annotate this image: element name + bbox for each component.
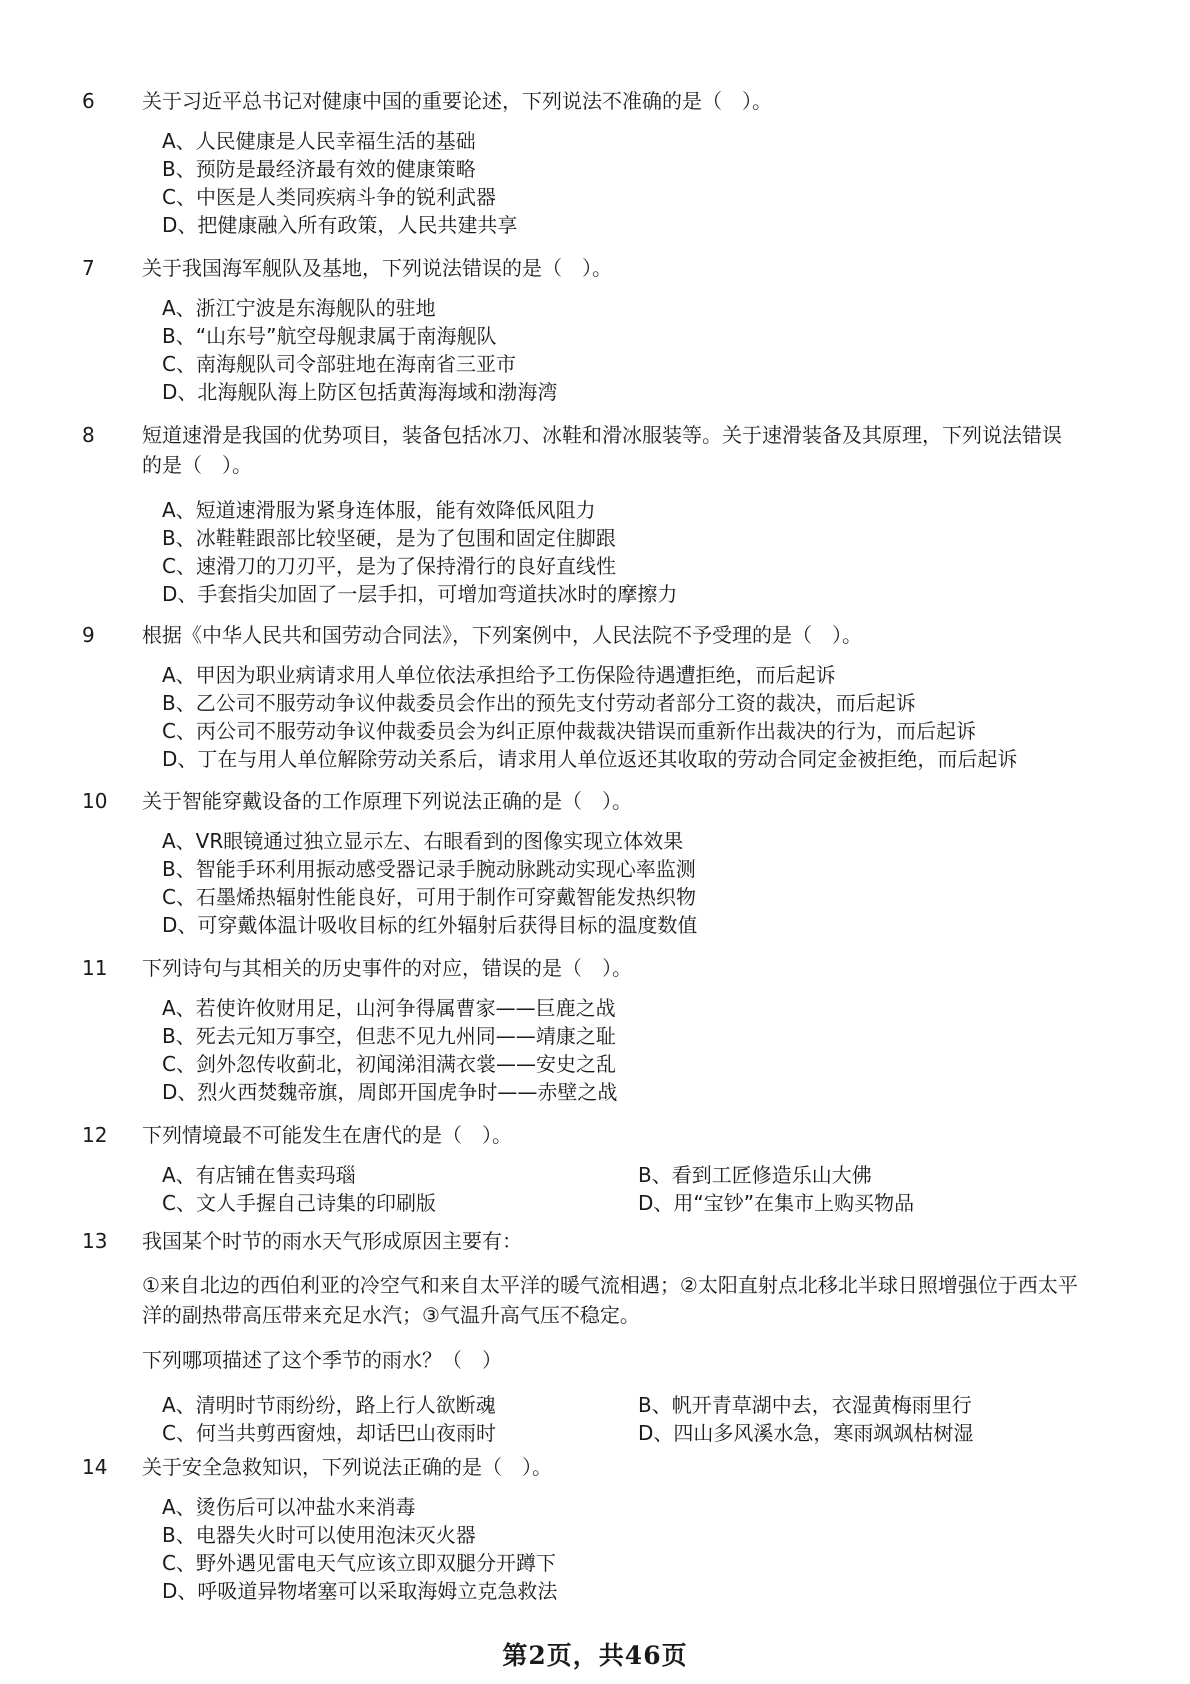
option-a: A、清明时节雨纷纷，路上行人欲断魂 <box>162 1393 496 1417</box>
question-number: 10 <box>82 789 108 813</box>
option-b: B、乙公司不服劳动争议仲裁委员会作出的预先支付劳动者部分工资的裁决，而后起诉 <box>162 691 916 715</box>
question-stem: 关于我国海军舰队及基地，下列说法错误的是（ ）。 <box>142 256 612 280</box>
option-c: C、剑外忽传收蓟北，初闻涕泪满衣裳——安史之乱 <box>162 1052 616 1076</box>
question-number: 6 <box>82 89 95 113</box>
option-c: C、石墨烯热辐射性能良好，可用于制作可穿戴智能发热织物 <box>162 885 696 909</box>
question-number: 9 <box>82 623 95 647</box>
question-stem: 我国某个时节的雨水天气形成原因主要有： <box>142 1229 522 1253</box>
question-stem: 关于智能穿戴设备的工作原理下列说法正确的是（ ）。 <box>142 789 632 813</box>
question-stem: 下列情境最不可能发生在唐代的是（ ）。 <box>142 1123 512 1147</box>
option-b: B、“山东号”航空母舰隶属于南海舰队 <box>162 324 497 348</box>
option-a: A、甲因为职业病请求用人单位依法承担给予工伤保险待遇遭拒绝，而后起诉 <box>162 663 836 687</box>
option-c: C、何当共剪西窗烛，却话巴山夜雨时 <box>162 1421 496 1445</box>
option-c: C、丙公司不服劳动争议仲裁委员会为纠正原仲裁裁决错误而重新作出裁决的行为，而后起诉 <box>162 719 976 743</box>
option-c: C、南海舰队司令部驻地在海南省三亚市 <box>162 352 516 376</box>
question-number: 11 <box>82 956 108 980</box>
option-a: A、浙江宁波是东海舰队的驻地 <box>162 296 436 320</box>
option-d: D、四山多风溪水急，寒雨飒飒枯树湿 <box>638 1421 974 1445</box>
question-stem: 关于安全急救知识，下列说法正确的是（ ）。 <box>142 1455 552 1479</box>
option-c: C、文人手握自己诗集的印刷版 <box>162 1191 436 1215</box>
question-stem: 下列诗句与其相关的历史事件的对应，错误的是（ ）。 <box>142 956 632 980</box>
option-a: A、人民健康是人民幸福生活的基础 <box>162 129 476 153</box>
option-c: C、野外遇见雷电天气应该立即双腿分开蹲下 <box>162 1551 556 1575</box>
option-b: B、冰鞋鞋跟部比较坚硬，是为了包围和固定住脚跟 <box>162 526 616 550</box>
question-number: 14 <box>82 1455 108 1479</box>
option-d: D、呼吸道异物堵塞可以采取海姆立克急救法 <box>162 1579 558 1603</box>
question-stem: 根据《中华人民共和国劳动合同法》，下列案例中，人民法院不予受理的是（ ）。 <box>142 623 862 647</box>
option-c: C、速滑刀的刀刃平，是为了保持滑行的良好直线性 <box>162 554 616 578</box>
option-d: D、用“宝钞”在集市上购买物品 <box>638 1191 915 1215</box>
option-c: C、中医是人类同疾病斗争的锐利武器 <box>162 185 496 209</box>
question-stem: 短道速滑是我国的优势项目，装备包括冰刀、冰鞋和滑冰服装等。关于速滑装备及其原理，下列说法错误的是（ ）。 <box>142 423 1062 477</box>
option-d: D、可穿戴体温计吸收目标的红外辐射后获得目标的温度数值 <box>162 913 698 937</box>
option-d: D、手套指尖加固了一层手扣，可增加弯道扶冰时的摩擦力 <box>162 582 678 606</box>
option-a: A、烫伤后可以冲盐水来消毒 <box>162 1495 416 1519</box>
option-a: A、VR眼镜通过独立显示左、右眼看到的图像实现立体效果 <box>162 829 684 853</box>
option-d: D、北海舰队海上防区包括黄海海域和渤海湾 <box>162 380 558 404</box>
question-number: 12 <box>82 1123 108 1147</box>
option-d: D、丁在与用人单位解除劳动关系后，请求用人单位返还其收取的劳动合同定金被拒绝，而后起诉 <box>162 747 1018 771</box>
option-b: B、帆开青草湖中去，衣湿黄梅雨里行 <box>638 1393 972 1417</box>
question-passage: ①来自北边的西伯利亚的冷空气和来自太平洋的暖气流相遇；②太阳直射点北移北半球日照增强位于西太平洋的副热带高压带来充足水汽；③气温升高气压不稳定。 <box>142 1273 1078 1327</box>
question-prompt: 下列哪项描述了这个季节的雨水？（ ） <box>142 1348 502 1372</box>
option-a: A、有店铺在售卖玛瑙 <box>162 1163 356 1187</box>
option-b: B、预防是最经济最有效的健康策略 <box>162 157 476 181</box>
option-b: B、电器失火时可以使用泡沫灭火器 <box>162 1523 476 1547</box>
question-number: 7 <box>82 256 95 280</box>
question-number: 8 <box>82 423 95 447</box>
question-stem: 关于习近平总书记对健康中国的重要论述，下列说法不准确的是（ ）。 <box>142 89 772 113</box>
option-b: B、智能手环利用振动感受器记录手腕动脉跳动实现心率监测 <box>162 857 696 881</box>
option-d: D、烈火西焚魏帝旗，周郎开国虎争时——赤壁之战 <box>162 1080 618 1104</box>
question-number: 13 <box>82 1229 108 1253</box>
option-d: D、把健康融入所有政策，人民共建共享 <box>162 213 518 237</box>
option-a: A、短道速滑服为紧身连体服，能有效降低风阻力 <box>162 498 596 522</box>
option-b: B、死去元知万事空，但悲不见九州同——靖康之耻 <box>162 1024 616 1048</box>
option-a: A、若使许攸财用足，山河争得属曹家——巨鹿之战 <box>162 996 616 1020</box>
page-footer: 第2页，共46页 <box>502 1641 688 1670</box>
option-b: B、看到工匠修造乐山大佛 <box>638 1163 872 1187</box>
